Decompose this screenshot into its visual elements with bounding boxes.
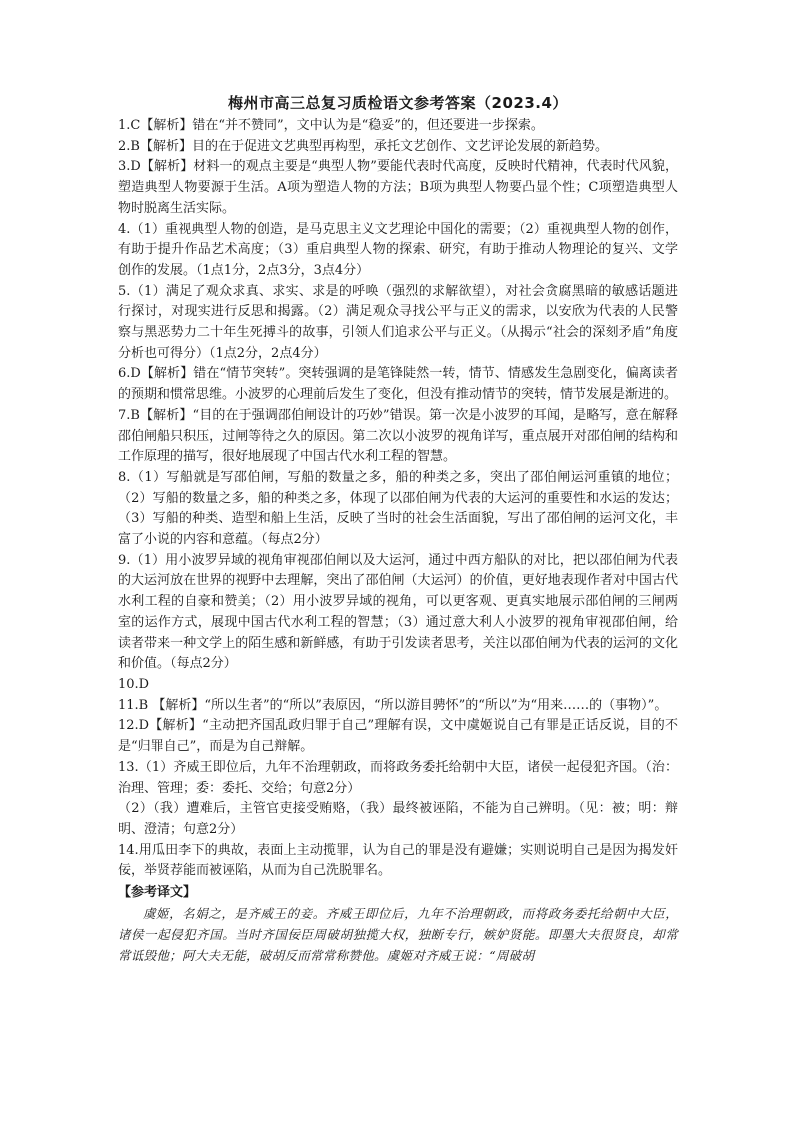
answer-5: 5.（1）满足了观众求真、求实、求是的呼唤（强烈的求解欲望），对社会贪腐黑暗的敏感话题进行探讨，对现实进行反思和揭露。（2）满足观众寻找公平与正义的需求，以安欣为代表的人民警察与黑恶势力二十年生死搏斗的故事，引领人们追求公平与正义。（从揭示“社会的深刻矛盾”角度分析也可得分）（1点2分，2点4分）	[118, 283, 678, 361]
answer-14: 14.用瓜田李下的典故，表面上主动揽罪，认为自己的罪是没有避嫌；实则说明自己是因为揭发奸佞，举贤荐能而被诬陷，从而为自己洗脱罪名。	[118, 842, 678, 879]
answer-12: 12.D【解析】“主动把齐国乱政归罪于自己”理解有误，文中虞姬说自己有罪是正话反说，目的不是“归罪自己”，而是为自己辩解。	[118, 718, 678, 755]
answer-9: 9.（1）用小波罗异域的视角审视邵伯闸以及大运河，通过中西方船队的对比，把以邵伯闸为代表的大运河放在世界的视野中去理解，突出了邵伯闸（大运河）的价值，更好地表现作者对中国古代水利工程的自豪和赞美；（2）用小波罗异域的视角，可以更客观、更真实地展示邵伯闸的三闸两室的运作方式，展现中国古代水利工程的智慧；（3）通过意大利人小波罗的视角审视邵伯闸，给读者带来一种文学上的陌生感和新鲜感，有助于引发读者思考，关注以邵伯闸为代表的运河的文化和价值。（每点2分）	[118, 552, 678, 672]
answer-11: 11.B 【解析】“所以生者”的“所以”表原因，“所以游目骋怀”的“所以”为“用来……的（事物）”。	[118, 697, 668, 713]
answer-8: 8.（1）写船就是写邵伯闸，写船的数量之多，船的种类之多，突出了邵伯闸运河重镇的地位；（2）写船的数量之多，船的种类之多，体现了以邵伯闸为代表的大运河的重要性和水运的发达；（3）写船的种类、造型和船上生活，反映了当时的社会生活面貌，写出了邵伯闸的运河文化，丰富了小说的内容和意蕴。（每点2分）	[118, 469, 678, 548]
answer-2: 2.B【解析】目的在于促进文艺典型再构型，承托文艺创作、文艺评论发展的新趋势。	[118, 138, 608, 154]
answer-13-part-1: 13.（1）齐威王即位后，九年不治理朝政，而将政务委托给朝中大臣，诸侯一起侵犯齐国。（治：治理、管理；委：委托、交给；句意2分）	[118, 759, 678, 796]
answer-document	[118, 92, 678, 966]
answer-3: 3.D【解析】材料一的观点主要是“典型人物”要能代表时代高度，反映时代精神，代表时代风貌，塑造典型人物要源于生活。A项为塑造人物的方法；B项为典型人物要凸显个性；C项塑造典型人物时脱离生活实际。	[118, 159, 678, 216]
answer-4: 4.（1）重视典型人物的创造，是马克思主义文艺理论中国化的需要；（2）重视典型人物的创作，有助于提升作品艺术高度；（3）重启典型人物的探索、研究，有助于推动人物理论的复兴、文学创作的发展。（1点1分，2点3分，3点4分）	[118, 221, 678, 278]
document-title: 梅州市高三总复习质检语文参考答案（2023.4）	[228, 94, 568, 112]
answer-6: 6.D【解析】错在“情节突转”。突转强调的是笔锋陡然一转，情节、情感发生急剧变化，偏离读者的预期和惯常思维。小波罗的心理前后发生了变化，但没有推动情节的突转，情节发展是渐进的。	[118, 366, 678, 403]
answer-13-part-2: （2）（我）遭难后，主管官吏接受贿赂，（我）最终被诬陷，不能为自己辨明。（见：被；明：辩明、澄清；句意2分）	[118, 801, 678, 837]
answer-7: 7.B【解析】“目的在于强调邵伯闸设计的巧妙”错误。第一次是小波罗的耳闻，是略写，意在解释邵伯闸船只积压，过闸等待之久的原因。第二次以小波罗的视角详写，重点展开对邵伯闸的结构和工作原理的描写，很好地展现了中国古代水利工程的智慧。	[118, 407, 678, 465]
answer-1: 1.C【解析】错在“并不赞同”，文中认为是“稳妥”的，但还要进一步探索。	[118, 118, 544, 133]
translation-label: 【参考译文】	[118, 885, 197, 901]
translation-text: 虞姬，名娟之，是齐威王的妾。齐威王即位后，九年不治理朝政，而将政务委托给朝中大臣，诸侯一起侵犯齐国。当时齐国佞臣周破胡独揽大权，独断专行，嫉妒贤能。即墨大夫很贤良，却常常诋毁他；阿大夫无能，破胡反而常常称赞他。虞姬对齐威王说：“周破胡	[118, 906, 678, 964]
answer-10: 10.D	[118, 676, 150, 692]
